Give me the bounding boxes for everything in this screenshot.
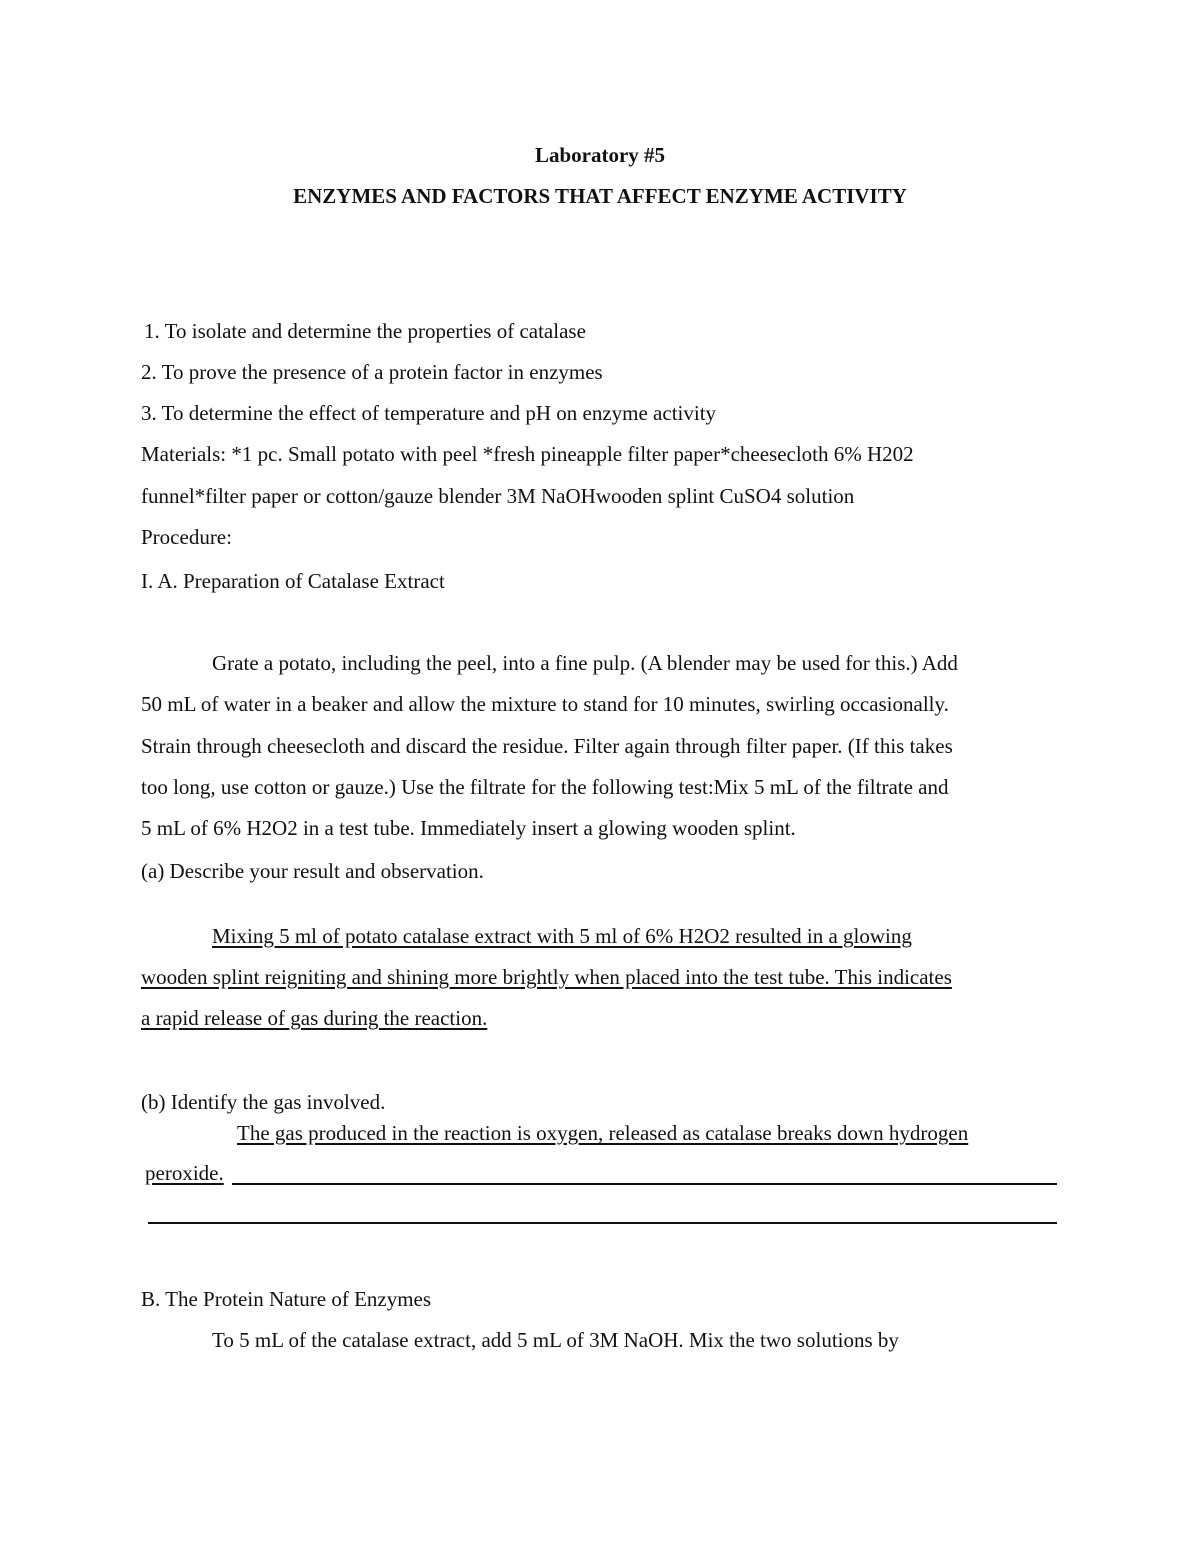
- blank-answer-line: [148, 1222, 1057, 1224]
- question-a: (a) Describe your result and observation.: [141, 859, 484, 883]
- lab-title: Laboratory #5: [534, 143, 666, 167]
- paragraph-a-line-2: 50 mL of water in a beaker and allow the mixture to stand for 10 minutes, swirling occasionally.: [141, 692, 949, 716]
- answer-a-line-2: wooden splint reigniting and shining more brightly when placed into the test tube. This indicates: [141, 965, 952, 989]
- objective-2: 2. To prove the presence of a protein factor in enzymes: [141, 360, 603, 384]
- answer-b-fill-line: [232, 1183, 1057, 1185]
- paragraph-a-line-5: 5 mL of 6% H2O2 in a test tube. Immediately insert a glowing wooden splint.: [141, 816, 796, 840]
- answer-b-line-1: The gas produced in the reaction is oxygen, released as catalase breaks down hydrogen: [237, 1121, 969, 1145]
- question-b: (b) Identify the gas involved.: [141, 1090, 386, 1114]
- paragraph-a-line-3: Strain through cheesecloth and discard the residue. Filter again through filter paper. (If this takes: [141, 734, 953, 758]
- paragraph-a-line-1: Grate a potato, including the peel, into a fine pulp. (A blender may be used for this.) Add: [212, 651, 958, 675]
- objective-1: 1. To isolate and determine the properties of catalase: [144, 319, 586, 343]
- paragraph-b-line-1: To 5 mL of the catalase extract, add 5 mL of 3M NaOH. Mix the two solutions by: [212, 1328, 899, 1352]
- objective-3: 3. To determine the effect of temperature and pH on enzyme activity: [141, 401, 717, 425]
- materials-line-2: funnel*filter paper or cotton/gauze blender 3M NaOHwooden splint CuSO4 solution: [141, 484, 855, 508]
- lab-subtitle: ENZYMES AND FACTORS THAT AFFECT ENZYME ACTIVITY: [293, 184, 907, 208]
- answer-a-line-3: a rapid release of gas during the reaction.: [141, 1006, 488, 1030]
- answer-b-line-2: peroxide.: [145, 1161, 224, 1185]
- answer-a-line-1: Mixing 5 ml of potato catalase extract with 5 ml of 6% H2O2 resulted in a glowing: [212, 924, 912, 948]
- procedure-label: Procedure:: [141, 525, 232, 549]
- section-b-heading: B. The Protein Nature of Enzymes: [141, 1287, 432, 1311]
- section-a-heading: I. A. Preparation of Catalase Extract: [141, 569, 445, 593]
- materials-line-1: Materials: *1 pc. Small potato with peel *fresh pineapple filter paper*cheesecloth 6% H202: [141, 442, 914, 466]
- paragraph-a-line-4: too long, use cotton or gauze.) Use the filtrate for the following test:Mix 5 mL of the filtrate and: [141, 775, 949, 799]
